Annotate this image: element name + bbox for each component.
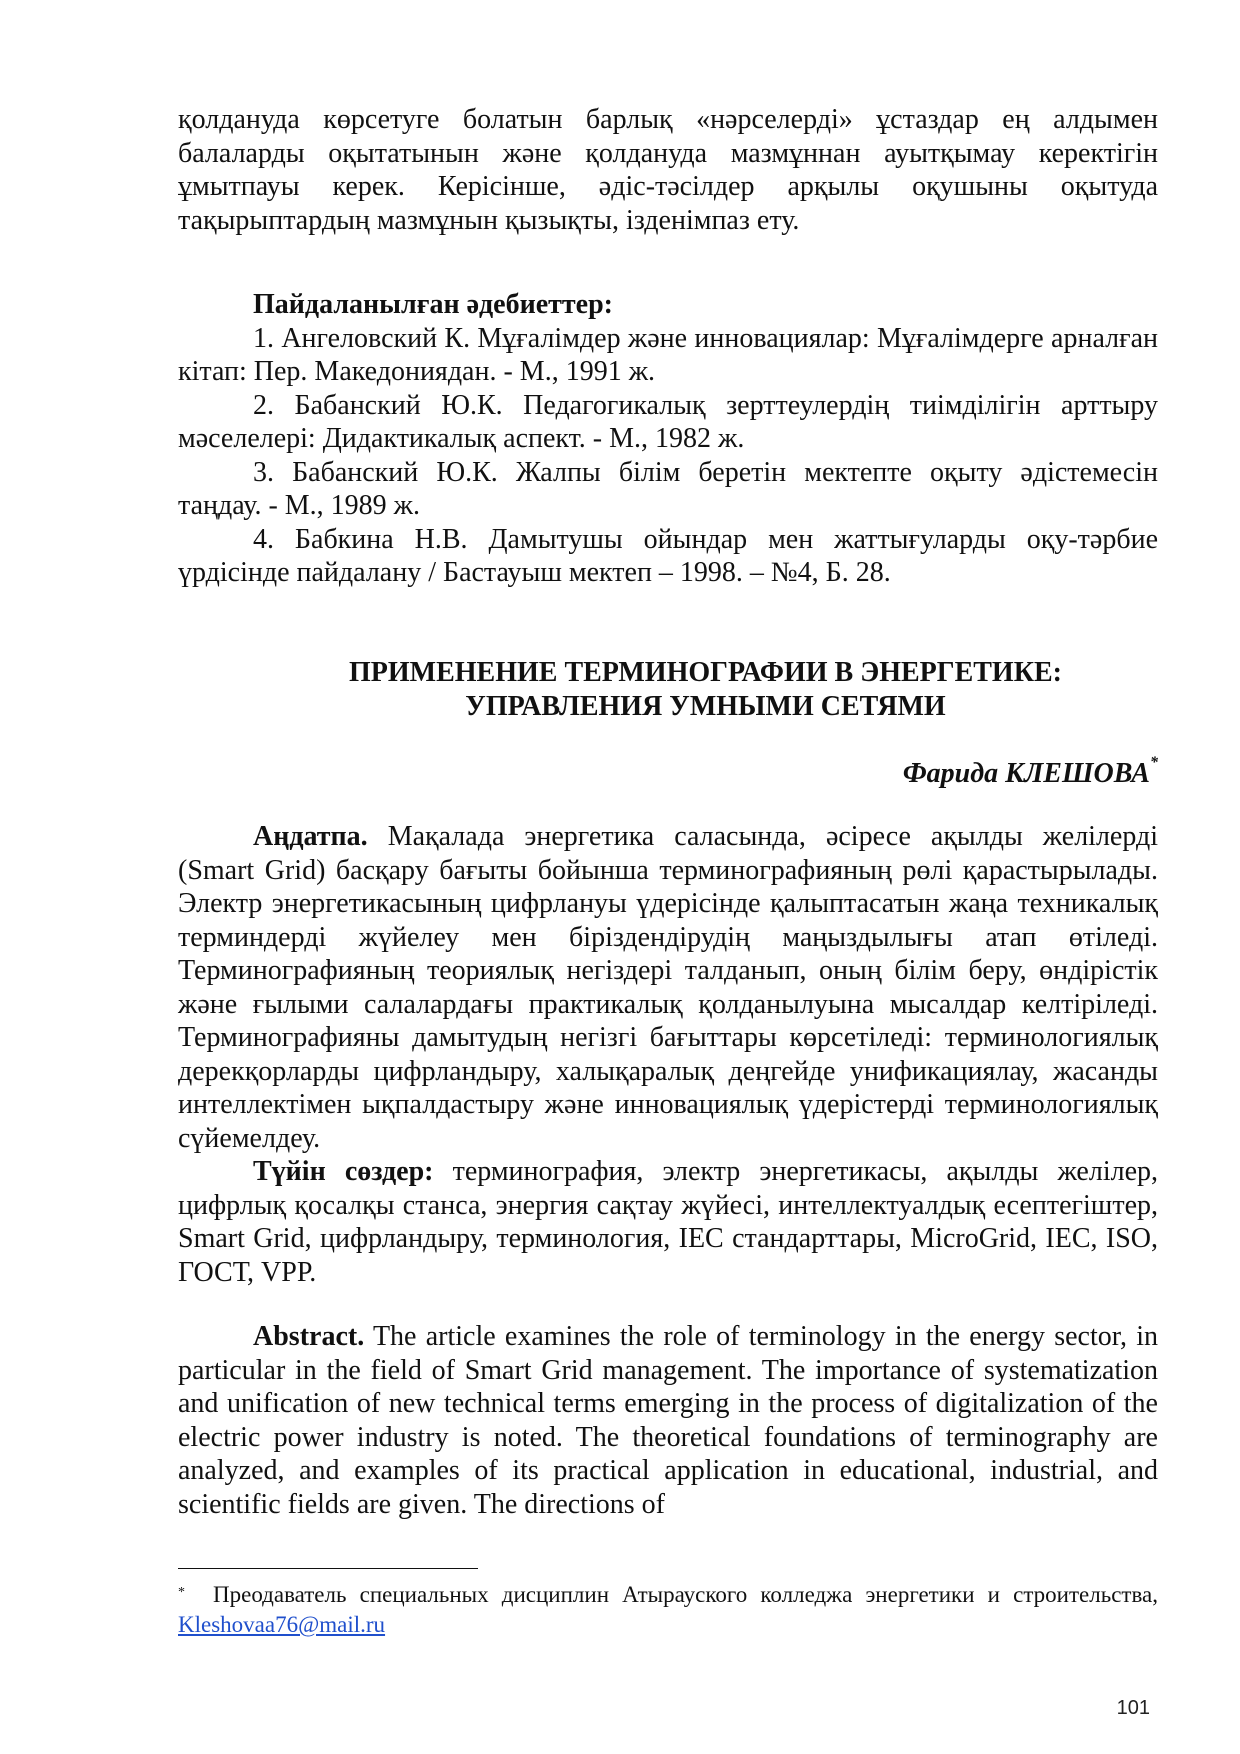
- annotation-text: Мақалада энергетика саласында, әсіресе ақылды желілерді (Smart Grid) басқару бағыты бойынша терминографияның рөлі қарастырылады. Электр энергетикасының цифрлануы үдерісінде қалыптасатын жаңа техникалық терминдерді жүйелеу мен біріздендірудің маңыздылығы атап өтіледі. Терминографияның теориялық негіздері талданып, оның білім беру, өндірістік және ғылыми салалардағы практикалық қолданылуына мысалдар келтіріледі. Терминографияны дамытудың негізгі бағыттары көрсетіледі: терминологиялық дерекқорларды цифрландыру, халықаралық деңгейде унификациялау, жасанды интеллектімен ықпалдастыру және инновациялық үдерістерді терминологиялық сүйемелдеу.: [178, 821, 1158, 1154]
- reference-item: 1. Ангеловский К. Мұғалімдер және инновациялар: Мұғалімдерге арналған кітап: Пер. Македониядан. - М., 1991 ж.: [178, 322, 1158, 387]
- footnote: [178, 1580, 1158, 1640]
- abstract-paragraph: [178, 1320, 1158, 1521]
- article-title-line2: УПРАВЛЕНИЯ УМНЫМИ СЕТЯМИ: [465, 691, 946, 722]
- footnote-mark: *: [178, 1585, 185, 1600]
- page-number: 101: [1116, 1697, 1150, 1719]
- annotation-section: [178, 820, 1158, 1289]
- abstract-section: [178, 1320, 1158, 1521]
- footnote-email-link[interactable]: Kleshovaa76@mail.ru: [178, 1612, 386, 1637]
- intro-paragraph: қолдануда көрсетуге болатын барлық «нәрселерді» ұстаздар ең алдымен балаларды оқытатынын және қолдануда мазмұннан ауытқымау керектігін ұмытпауы керек. Керісінше, әдіс-тәсілдер арқылы оқушыны оқытуда тақырыптардың мазмұнын қызықты, ізденімпаз ету.: [178, 104, 1158, 236]
- article-author: [902, 754, 1158, 790]
- footnote-text: Преодаватель специальных дисциплин Атырауского колледжа энергетики и строительства,: [213, 1582, 1158, 1607]
- article-title: [178, 656, 1158, 724]
- abstract-text: The article examines the role of terminology in the energy sector, in particular in the field of Smart Grid management. The importance of systematization and unification of new technical terms emerging in the process of digitalization of the electric power industry is noted. The theoretical foundations of terminography are analyzed, and examples of its practical application in educational, industrial, and scientific fields are given. The directions of: [178, 1321, 1158, 1520]
- references-heading: Пайдаланылған әдебиеттер:: [253, 289, 613, 320]
- annotation-paragraph: [178, 820, 1158, 1155]
- annotation-label: Аңдатпа.: [253, 821, 368, 852]
- reference-item: 4. Бабкина Н.В. Дамытушы ойындар мен жаттығуларды оқу-тәрбие үрдісінде пайдалану / Бастауыш мектеп – 1998. – №4, Б. 28.: [178, 523, 1158, 588]
- reference-item: 3. Бабанский Ю.К. Жалпы білім беретін мектепте оқыту әдістемесін таңдау. - М., 1989 ж.: [178, 456, 1158, 521]
- keywords-label: Түйін сөздер:: [253, 1156, 434, 1187]
- article-title-line1: ПРИМЕНЕНИЕ ТЕРМИНОГРАФИИ В ЭНЕРГЕТИКЕ:: [348, 657, 1062, 688]
- abstract-label: Abstract.: [253, 1321, 365, 1352]
- keywords-text: терминография, электр энергетикасы, ақылды желілер, цифрлық қосалқы станса, энергия сақтау жүйесі, интеллектуалдық есептегіштер, Smart Grid, цифрландыру, терминология, IEC стандарттары, MicroGrid, IEC, ISO, ГОСТ, VPP.: [178, 1156, 1158, 1288]
- keywords-paragraph: [178, 1155, 1158, 1289]
- reference-item: 2. Бабанский Ю.К. Педагогикалық зерттеулердің тиімділігін арттыру мәселелері: Дидактикалық аспект. - М., 1982 ж.: [178, 389, 1158, 454]
- intro-section: [178, 103, 1158, 237]
- author-name: Фарида КЛЕШОВА: [902, 758, 1150, 789]
- footnote-divider: [178, 1568, 478, 1569]
- author-footnote-mark: *: [1150, 754, 1158, 771]
- references-section: [178, 288, 1158, 590]
